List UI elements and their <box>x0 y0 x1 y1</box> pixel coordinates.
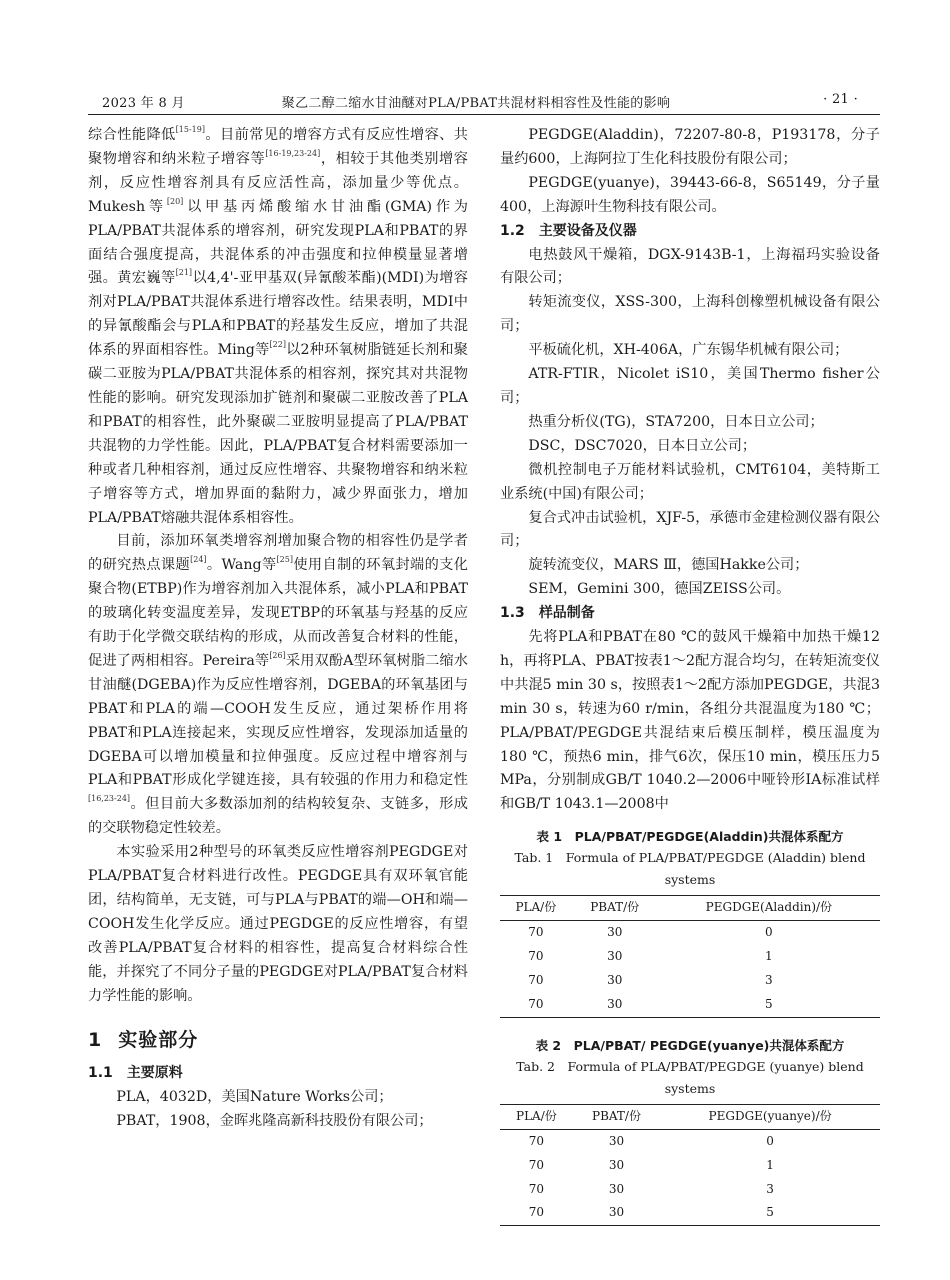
table-row <box>500 1129 880 1153</box>
subsection-number: 1.3 <box>500 605 525 622</box>
table-row <box>500 1201 880 1225</box>
text-run: ，相较于其他类别增容剂，反应性增容剂具有反应活性高，添加量少等优点。Mukesh等 <box>88 150 468 215</box>
equipment-item: 平板硫化机，XH-406A，广东锡华机械有限公司； <box>528 342 849 359</box>
equipment-item: 微机控制电子万能材料试验机，CMT6104，美特斯工业系统(中国)有限公司； <box>500 461 880 502</box>
table-row <box>500 993 880 1017</box>
text-run: 。目前常见的增容方式有反应性增容、共聚物增容和纳米粒子增容等 <box>88 127 468 167</box>
subsection-heading-equipment <box>500 220 880 244</box>
table-cell: 3 <box>765 973 773 987</box>
table-header-cell: PBAT/份 <box>573 1104 660 1129</box>
equipment-item: 转矩流变仪，XSS-300，上海科创橡塑机械设备有限公司； <box>500 294 880 335</box>
citation: [22] <box>269 340 286 350</box>
text-run: 目前，添加环氧类增容剂增加聚合物的相容性仍是学者的研究热点课题 <box>88 533 468 574</box>
table-header-row <box>500 1104 880 1129</box>
table-cell: 30 <box>608 1133 625 1148</box>
running-title: 聚乙二醇二缩水甘油醚对PLA/PBAT共混材料相容性及性能的影响 <box>281 96 671 111</box>
table-cell: 70 <box>528 1133 545 1148</box>
subsection-number: 1.1 <box>88 1065 113 1082</box>
subsection-title: 样品制备 <box>538 605 595 622</box>
table-cell: 70 <box>528 1205 545 1220</box>
table-row <box>500 1154 880 1178</box>
text-run: 。但目前大多数添加剂的结构较复杂、支链多，形成的交联物稳定性较差。 <box>88 796 468 837</box>
table-cell: 70 <box>528 1157 545 1172</box>
table-header-cell: PLA/份 <box>500 1104 573 1129</box>
citation: [20] <box>166 196 184 206</box>
text-run: 以2种环氧树脂链延长剂和聚碳二亚胺为PLA/PBAT共混体系的相容剂，探究其对共混物性能的影响。研究发现添加扩链剂和聚碳二亚胺改善了PLA和PBAT的相容性，此外聚碳二亚胺明显提高了PLA/PBAT共混物的力学性能。因此，PLA/PBAT复合材料需要添加一种或者几种相容剂，通过反应性增容、共聚物增容和纳米粒子增容等方式，增加界面的黏附力，减少界面张力，增加PLA/PBAT熔融共混体系相容性。 <box>88 342 468 526</box>
equipment-item: DSC，DSC7020，日本日立公司； <box>528 437 757 454</box>
equipment-item: 热重分析仪(TG)，STA7200，日本日立公司； <box>528 413 824 430</box>
section-heading-experimental <box>88 1029 468 1053</box>
text-run: 。Wang等 <box>206 557 277 574</box>
equipment-item: ATR-FTIR，Nicolet iS10，美国Thermo fisher公司； <box>500 366 880 406</box>
subsection-heading-materials <box>88 1062 468 1086</box>
table-header-cell: PBAT/份 <box>572 896 658 921</box>
table2 <box>500 1104 880 1227</box>
table-cell: 30 <box>607 973 623 987</box>
material-item: PLA，4032D，美国Nature Works公司； <box>116 1089 393 1106</box>
table-cell: 70 <box>528 1181 545 1196</box>
citation: [16-19,23-24] <box>265 148 321 158</box>
page-number: · 21 · <box>823 92 858 107</box>
table-row <box>500 969 880 993</box>
table-cell: 3 <box>766 1181 774 1196</box>
equipment-item: 电热鼓风干燥箱，DGX-9143B-1，上海福玛实验设备有限公司； <box>500 246 880 287</box>
citation: [16,23-24] <box>88 794 131 804</box>
equipment-item: SEM，Gemini 300，德国ZEISS公司。 <box>528 581 791 598</box>
table1 <box>500 895 880 1018</box>
paragraph-epoxy-compat <box>88 530 468 841</box>
section-title: 实验部分 <box>118 1028 199 1051</box>
text-run: 使用自制的环氧封端的支化聚合物(ETBP)作为增容剂加入共混体系，减小PLA和PBAT的玻璃化转变温度差异，发现ETBP的环氧基与羟基的反应有助于化学微交联结构的形成，从而改善复合材料的性能，促进了两相相容。Pereira等 <box>88 557 468 669</box>
table1-title-en: Tab. 1 Formula of PLA/PBAT/PEGDGE (Aladdin) blend systems <box>514 850 866 888</box>
citation: [26] <box>269 650 286 660</box>
table-cell: 70 <box>528 925 544 940</box>
citation: [25] <box>276 555 293 565</box>
text-run: 以4,4'-亚甲基双(异氰酸苯酯)(MDI)为增容剂对PLA/PBAT共混体系进行增容改性。结果表明，MDI中的异氰酸酯会与PLA和PBAT的羟基发生反应，增加了共混体系的界面相容性。Ming等 <box>88 270 468 359</box>
table2-title: 表 2 PLA/PBAT/ PEGDGE(yuanye)共混体系配方 <box>535 1037 845 1053</box>
table-header-row <box>500 896 880 921</box>
table-row <box>500 1178 880 1202</box>
text-run: 综合性能降低 <box>88 127 176 143</box>
running-header <box>88 90 864 112</box>
table-cell: 70 <box>528 996 544 1011</box>
left-column <box>88 124 468 1134</box>
citation: [24] <box>190 555 207 565</box>
table-row <box>500 921 880 945</box>
paragraph-this-work: 本实验采用2种型号的环氧类反应性增容剂PEGDGE对PLA/PBAT复合材料进行改性。PEGDGE具有双环氧官能团，结构简单，无支链，可与PLA与PBAT的端—OH和端—COOH发生化学反应。通过PEGDGE的反应性增容，有望改善PLA/PBAT复合材料的相容性，提高复合材料综合性能，并探究了不同分子量的PEGDGE对PLA/PBAT复合材料力学性能的影响。 <box>88 844 468 1004</box>
text-run: 采用双酚A型环氧树脂二缩水甘油醚(DGEBA)作为反应性增容剂，DGEBA的环氧基团与PBAT和PLA的端—COOH发生反应，通过架桥作用将PBAT和PLA连接起来，实现反应性增容，发现添加适量的DGEBA可以增加模量和拉伸强度。反应过程中增容剂与PLA和PBAT形成化学键连接，具有较强的作用力和稳定性 <box>88 652 468 789</box>
subsection-title: 主要设备及仪器 <box>538 222 637 239</box>
table-cell: 30 <box>607 949 623 964</box>
equipment-item: 旋转流变仪，MARS Ⅲ，德国Hakke公司； <box>528 557 809 574</box>
table-cell: 30 <box>607 925 623 940</box>
header-rule <box>88 114 880 115</box>
table-cell: 70 <box>528 949 544 964</box>
material-item: PEGDGE(Aladdin)，72207-80-8，P193178，分子量约600，上海阿拉丁生化科技股份有限公司； <box>500 127 880 167</box>
table-cell: 70 <box>528 973 544 987</box>
table1-title: 表 1 PLA/PBAT/PEGDGE(Aladdin)共混体系配方 <box>536 829 844 845</box>
table-cell: 30 <box>607 996 623 1011</box>
subsection-heading-sample-prep <box>500 602 880 626</box>
table-cell: 0 <box>766 1133 774 1148</box>
citation: [15-19] <box>175 125 205 134</box>
paragraph-sample-prep: 先将PLA和PBAT在80 ℃的鼓风干燥箱中加热干燥12 h，再将PLA、PBAT按表1～2配方混合均匀，在转矩流变仪中共混5 min 30 s，按照表1～2配方添加PEGDGE，共混3 min 30 s，转速为60 r/min，各组分共混温度为180 ℃；PLA/PBAT/PEGDGE共混结束后模压制样，模压温度为180 ℃，预热6 min，排气6次，保压10 min，模压压力5 MPa，分别制成GB/T 1040.2—2006中哑铃形IA标准试样和GB/T 1043.1—2008中 <box>500 629 880 813</box>
table-cell: 5 <box>765 996 773 1011</box>
table-cell: 30 <box>608 1205 625 1220</box>
issue-date: 2023 年 8 月 <box>102 96 185 111</box>
table-cell: 30 <box>608 1181 625 1196</box>
table-cell: 1 <box>765 949 773 964</box>
citation: [21] <box>175 268 193 278</box>
material-item: PEGDGE(yuanye)，39443-66-8，S65149，分子量400，上海源叶生物科技有限公司。 <box>500 174 880 215</box>
table-cell: 5 <box>766 1205 774 1220</box>
material-item: PBAT，1908，金晖兆隆高新科技股份有限公司； <box>116 1113 433 1130</box>
paragraph-intro-cont <box>88 124 468 530</box>
table-cell: 1 <box>766 1157 774 1172</box>
section-number: 1 <box>88 1028 103 1051</box>
subsection-title: 主要原料 <box>126 1065 183 1082</box>
table-header-cell: PLA/份 <box>500 896 572 921</box>
table-cell: 0 <box>765 925 773 940</box>
table-row <box>500 945 880 969</box>
equipment-item: 复合式冲击试验机，XJF-5，承德市金建检测仪器有限公司； <box>500 509 880 550</box>
table-header-cell: PEGDGE(Aladdin)/份 <box>658 896 880 921</box>
table2-title-en: Tab. 2 Formula of PLA/PBAT/PEGDGE (yuanye) blend systems <box>516 1058 864 1096</box>
right-column <box>500 124 880 1226</box>
table-cell: 30 <box>608 1157 625 1172</box>
text-run: 以甲基丙烯酸缩水甘油酯(GMA)作为PLA/PBAT共混体系的增容剂，研究发现PLA和PBAT的界面结合强度提高，共混体系的冲击强度和拉伸模量显著增强。黄宏巍等 <box>88 198 468 287</box>
table-header-cell: PEGDGE(yuanye)/份 <box>660 1104 880 1129</box>
subsection-number: 1.2 <box>500 222 525 239</box>
